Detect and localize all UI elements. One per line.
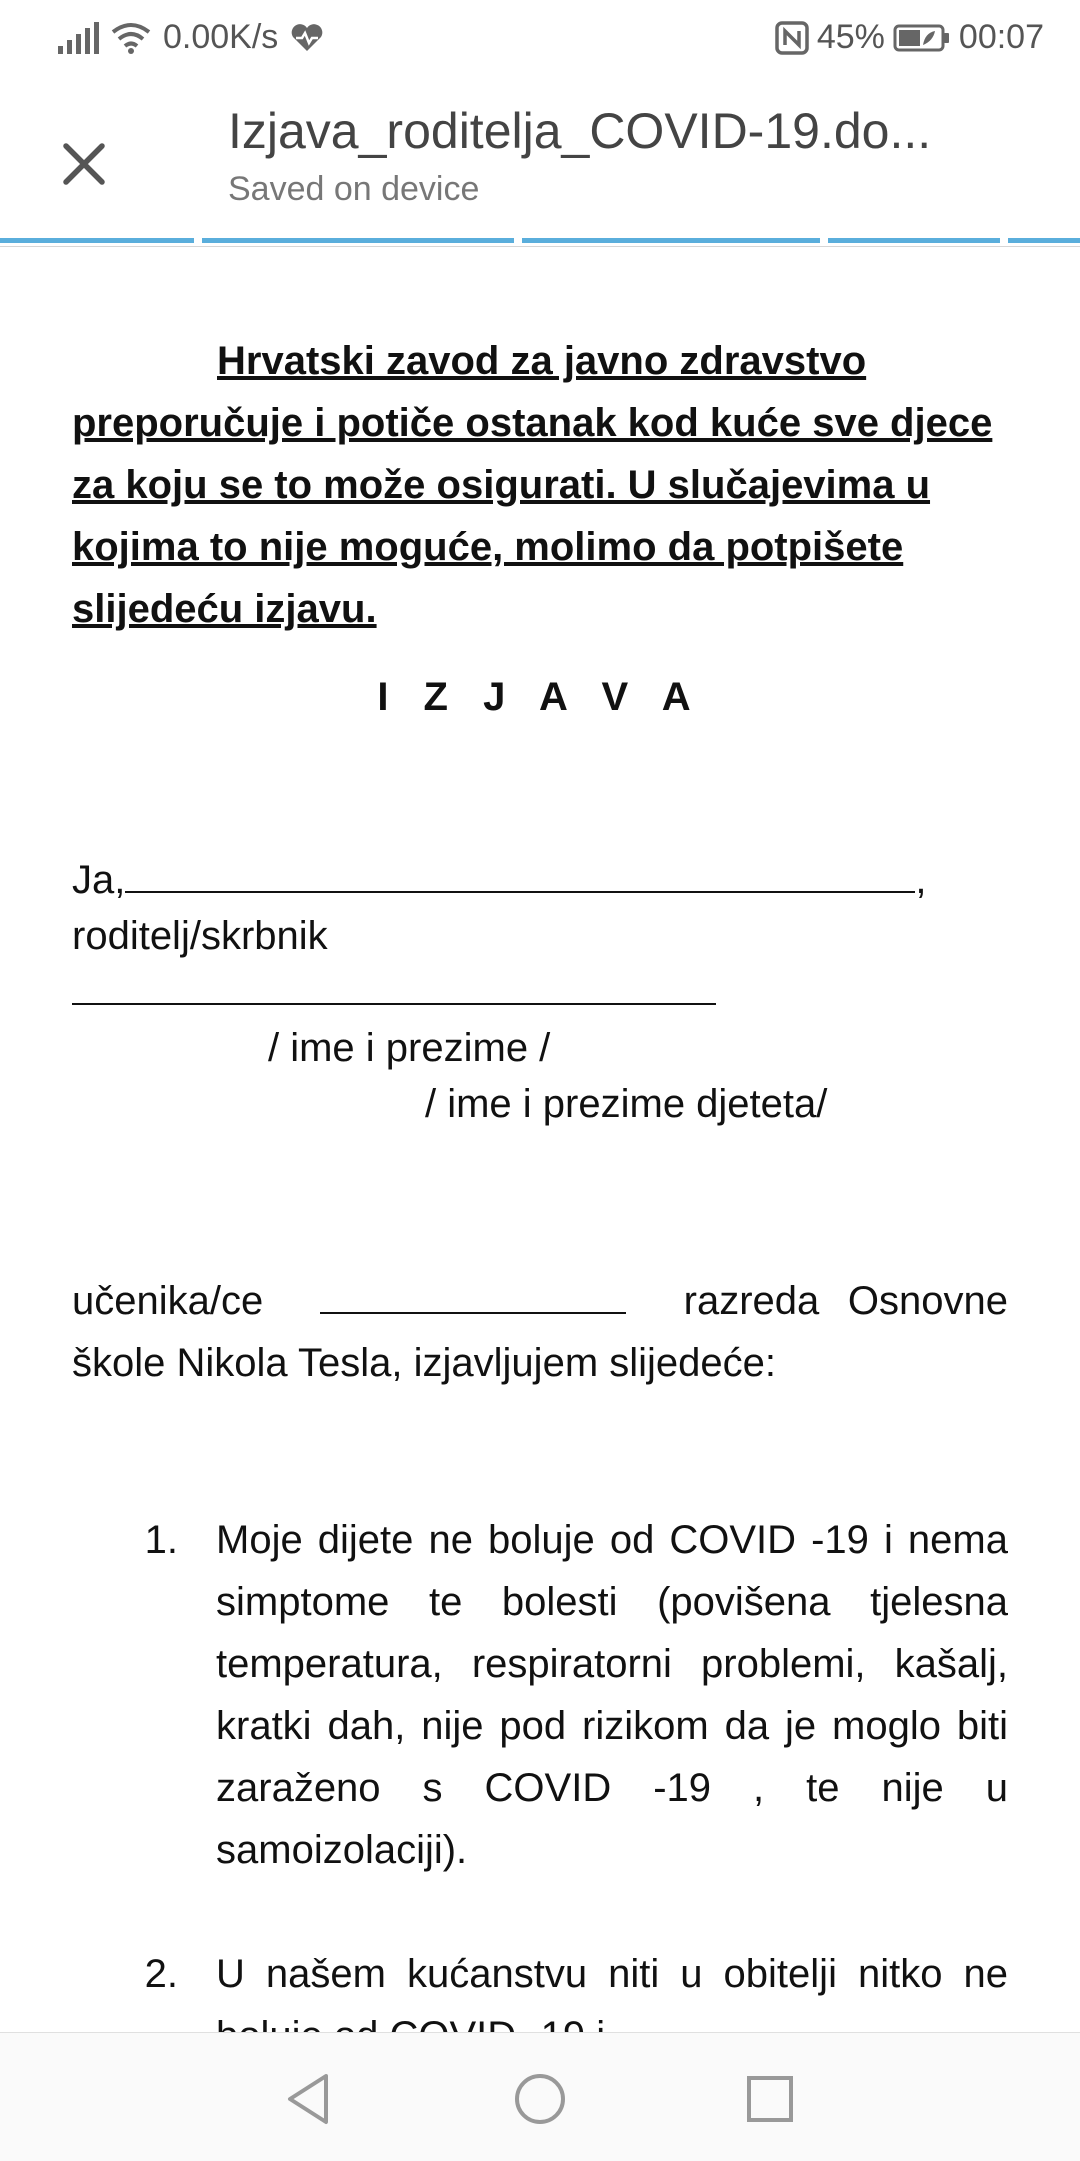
back-icon	[284, 2072, 332, 2126]
child-name-label: / ime i prezime djeteta/	[425, 1082, 828, 1126]
back-button[interactable]	[278, 2069, 338, 2129]
battery-icon	[893, 23, 951, 53]
home-icon	[513, 2072, 567, 2126]
list-item: 2. U našem kućanstvu niti u obitelji nitko ne	[144, 1952, 1008, 1996]
parent-name-blank	[125, 861, 915, 893]
class-blank	[320, 1282, 626, 1314]
child-name-blank	[72, 973, 716, 1005]
comma: ,	[915, 858, 927, 902]
app-toolbar	[0, 76, 1080, 236]
status-bar	[0, 0, 1080, 76]
signal-icon	[58, 22, 99, 54]
name-label: / ime i prezime /	[268, 1026, 551, 1070]
document-body[interactable]	[72, 330, 1008, 2067]
close-button[interactable]	[44, 124, 124, 204]
ja-prefix: Ja,	[72, 858, 126, 902]
document-heading: I Z J A V A	[377, 675, 703, 719]
document-headline: Hrvatski zavod za javno zdravstvo preporučuje i potiče ostanak kod kuće sve djece za koju se to može osigurati. U slučajevima u kojima to nije moguće, molimo da potpišete slijedeću izjavu.	[72, 339, 993, 631]
divider	[0, 246, 1080, 247]
student-prefix: učenika/ce	[72, 1279, 264, 1323]
declaration-list	[72, 1509, 1008, 2067]
health-heart-icon	[290, 23, 324, 53]
clock: 00:07	[958, 18, 1044, 56]
recents-button[interactable]	[740, 2069, 800, 2129]
battery-percent: 45%	[816, 18, 885, 56]
network-speed: 0.00K/s	[163, 18, 279, 56]
page-progress-bar	[0, 236, 1080, 246]
nfc-icon	[775, 21, 809, 55]
name-fill-section	[72, 852, 1008, 1132]
wifi-icon	[111, 22, 151, 54]
system-nav-bar	[0, 2032, 1080, 2161]
student-rest: razreda Osnovne škole Nikola Tesla, izjavljujem slijedeće:	[72, 1279, 1008, 1385]
document-title: Izjava_roditelja_COVID-19.do...	[228, 103, 932, 159]
student-class-line	[72, 1270, 1008, 1394]
close-icon	[60, 140, 108, 188]
document-subtitle: Saved on device	[228, 170, 480, 208]
list-item: 1. Moje dijete ne boluje od COVID -19 i nema simptome te bolesti (povišena tjelesna temperatura, respiratorni problemi, kašalj, kratki dah, nije pod rizikom da je moglo biti zaraženo s COVID -19 , te nije u samoizolaciji).	[144, 1518, 1008, 1872]
guardian-label: roditelj/skrbnik	[72, 914, 328, 958]
recents-icon	[745, 2074, 795, 2124]
home-button[interactable]	[510, 2069, 570, 2129]
